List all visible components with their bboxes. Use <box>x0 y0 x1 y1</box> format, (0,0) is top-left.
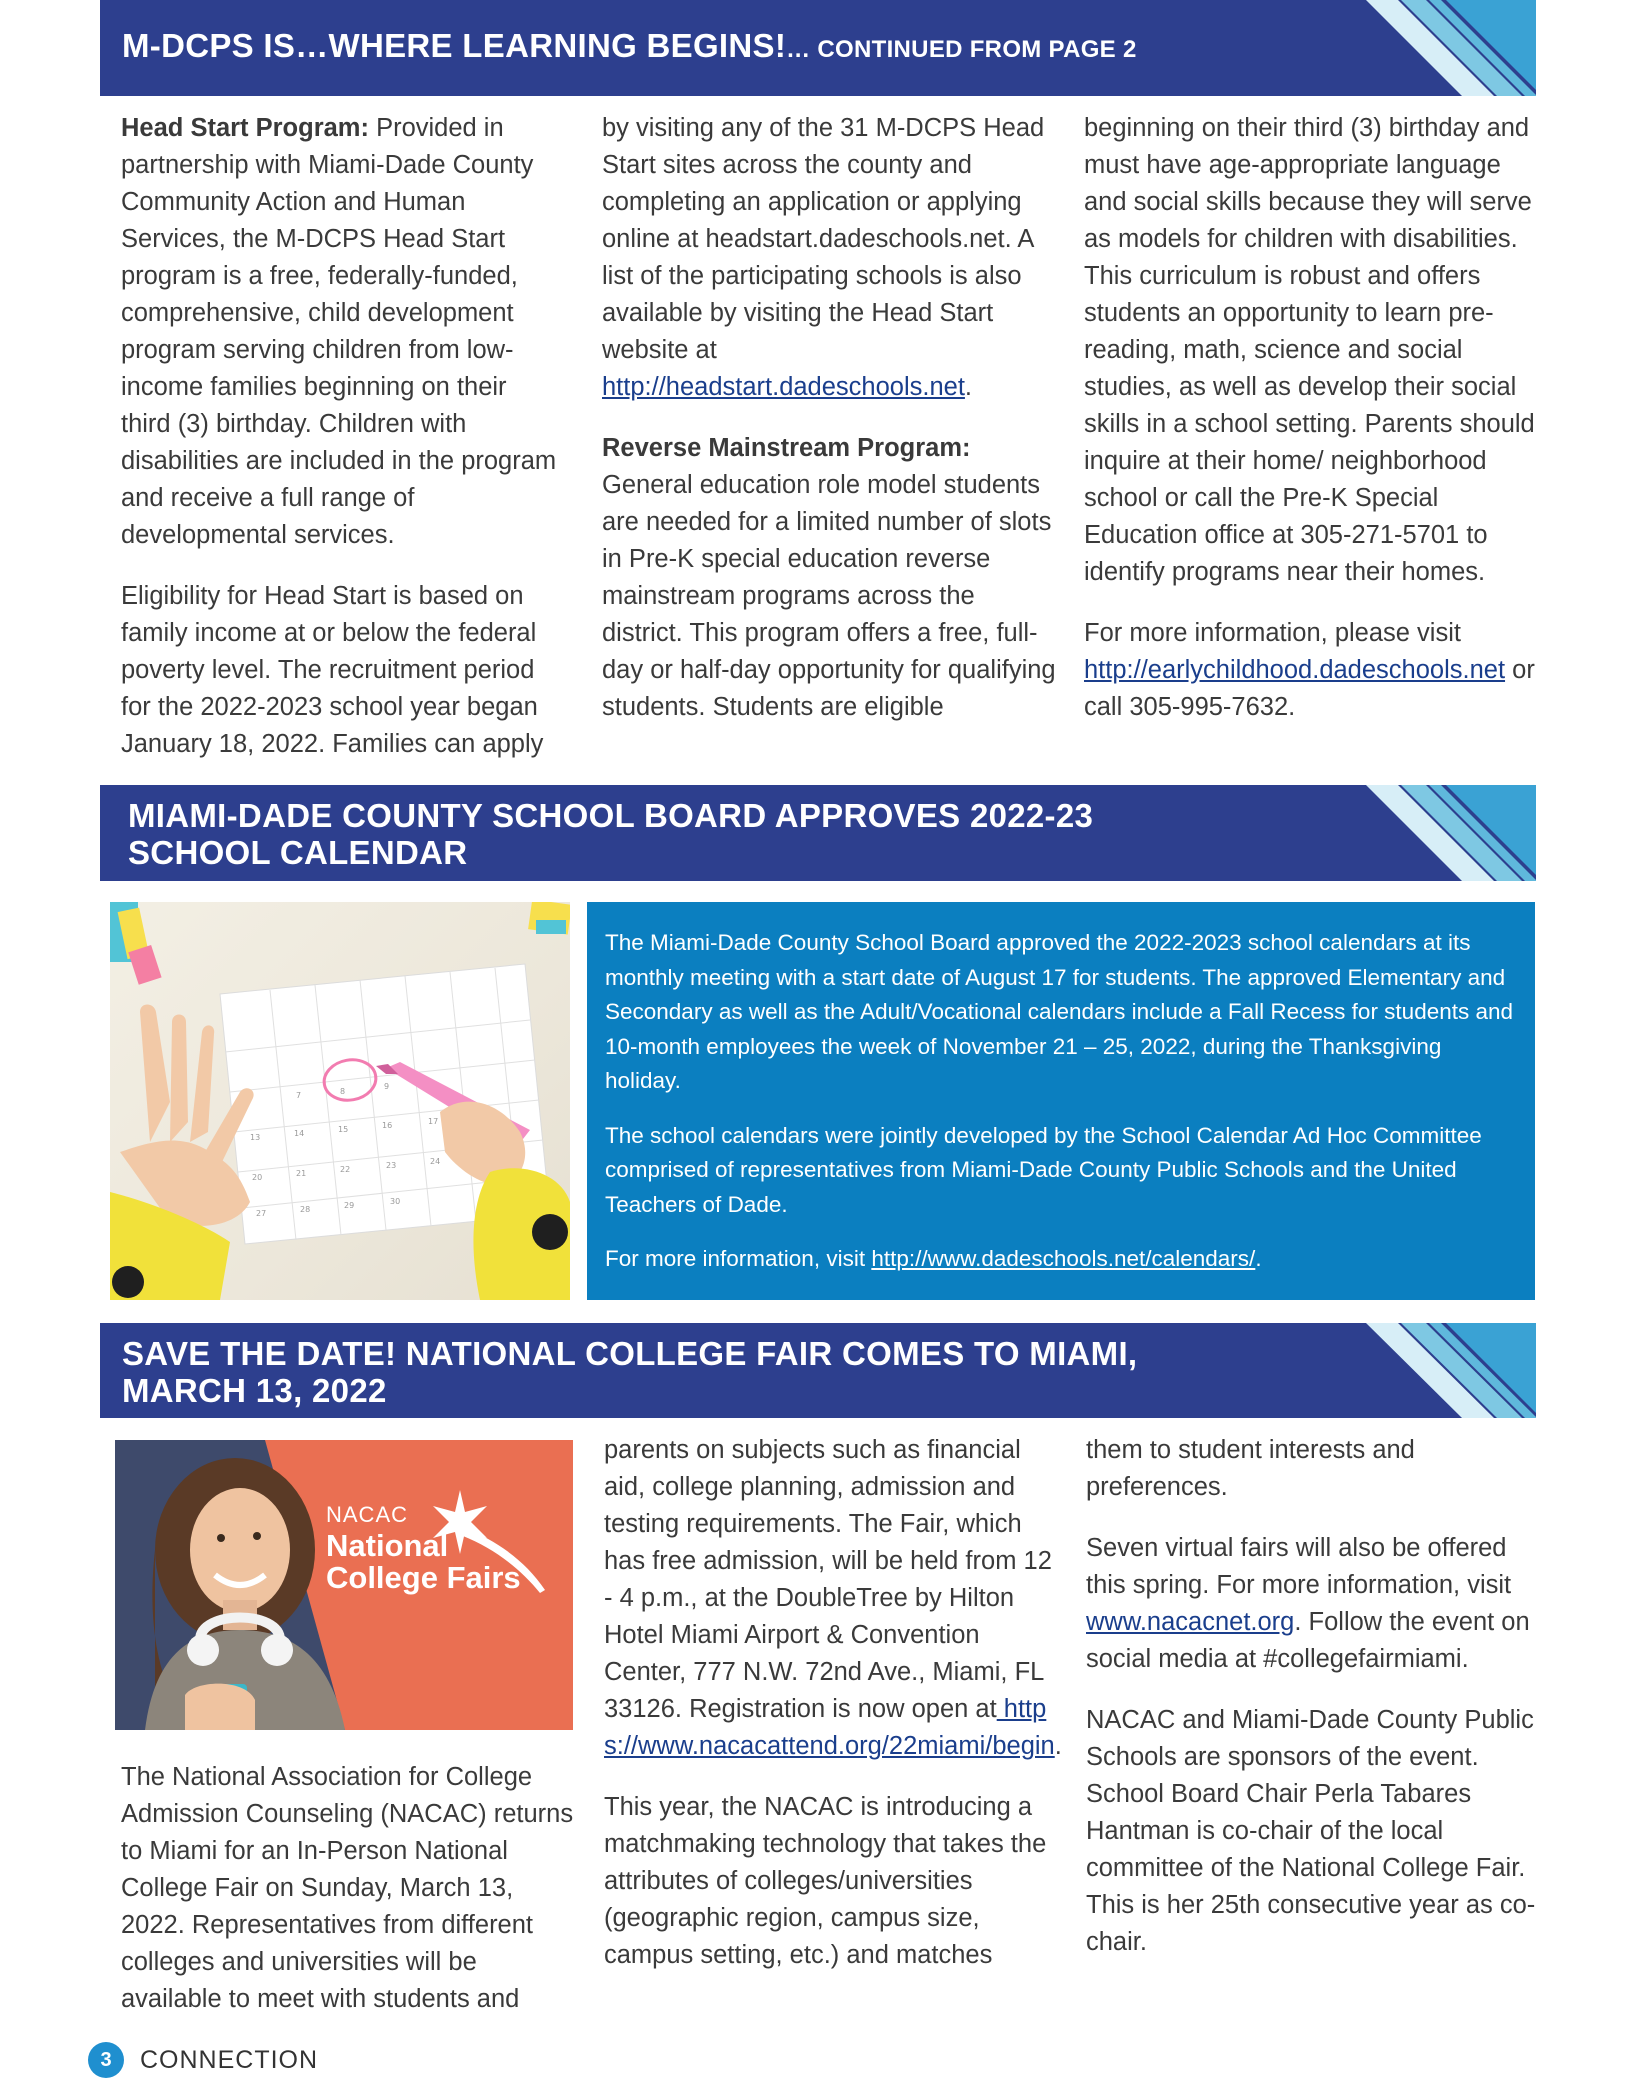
section1-column-1 <box>121 110 561 787</box>
page-number-badge: 3 <box>88 2042 124 2078</box>
calendar-day: 9 <box>384 1082 390 1091</box>
banner-stripes-decoration <box>1236 1323 1536 1418</box>
head-start-text: Provided in partnership with Miami-Dade County Community Action and Human Services, the M-DCPS Head Start program is a free, federally-funded, comprehensive, child development program serving children from low-income families beginning on their third (3) birthday. Children with disabilities are included in the program and receive a full range of developmental services. <box>121 114 557 549</box>
calendar-day: 30 <box>390 1197 401 1206</box>
nacac-college-fair-image <box>115 1440 573 1730</box>
calendar-day: 23 <box>386 1161 397 1170</box>
calendar-info-paragraph <box>605 1242 1517 1277</box>
calendar-day: 17 <box>428 1117 439 1126</box>
calendar-day: 24 <box>430 1157 441 1166</box>
calendar-approval-paragraph: The Miami-Dade County School Board approved the 2022-2023 school calendars at its monthly meeting with a start date of August 17 for students. The approved Elementary and Secondary as well as the Adult/Vocational calendars include a Fall Recess for students and 10-month employees the week of November 21 – 25, 2022, during the Thanksgiving holiday. <box>605 930 1514 1093</box>
section3-column-3 <box>1086 1432 1541 1985</box>
section1-title <box>122 27 1137 65</box>
nacacnet-link[interactable]: www.nacacnet.org <box>1086 1608 1295 1636</box>
calendar-day: 15 <box>338 1125 349 1134</box>
calendar-day: 16 <box>382 1121 393 1130</box>
student-interests-paragraph: them to student interests and preferences. <box>1086 1436 1415 1501</box>
section3-banner <box>100 1323 1536 1418</box>
section1-title-main: M-DCPS IS…WHERE LEARNING BEGINS! <box>122 27 787 64</box>
calendars-link[interactable]: http://www.dadeschools.net/calendars/ <box>871 1246 1256 1271</box>
section3-title-line2: MARCH 13, 2022 <box>122 1372 387 1409</box>
section3-title <box>122 1335 1137 1409</box>
section1-column-2 <box>602 110 1057 750</box>
calendar-photo <box>110 902 570 1300</box>
college-fairs-text: College Fairs <box>326 1560 521 1595</box>
calendar-illustration <box>110 902 570 1300</box>
nacac-wordmark: NACAC <box>326 1502 409 1527</box>
section1-column-3 <box>1084 110 1539 750</box>
calendar-day: 7 <box>296 1091 302 1100</box>
school-calendar-info-box <box>587 902 1535 1300</box>
fair-details-text: parents on subjects such as financial aid, college planning, admission and testing requirements. The Fair, which has free admission, will be held from 12 - 4 p.m., at the DoubleTree by Hilton Hotel Miami Airport & Convention Center, 777 N.W. 72nd Ave., Miami, FL 33126. Registration is now open at <box>604 1436 1052 1723</box>
reverse-mainstream-heading: Reverse Mainstream Program: <box>602 434 971 462</box>
calendar-day: 20 <box>252 1173 263 1182</box>
section2-title-line2: SCHOOL CALENDAR <box>128 834 468 871</box>
calendar-day: 14 <box>294 1129 305 1138</box>
virtual-fairs-text: Seven virtual fairs will also be offered this spring. For more information, visit <box>1086 1534 1512 1599</box>
virtual-fairs-end: . Follow the event on social media at #collegefairmiami. <box>1086 1608 1530 1673</box>
calendar-info-text: For more information, visit <box>605 1246 872 1271</box>
calendar-day: 8 <box>340 1087 346 1096</box>
publication-name: CONNECTION <box>140 2045 319 2074</box>
info-text: For more information, please visit <box>1084 619 1461 647</box>
calendar-committee-paragraph: The school calendars were jointly developed by the School Calendar Ad Hoc Committee comprised of representatives from Miami-Dade County Public Schools and the United Teachers of Dade. <box>605 1122 1482 1217</box>
early-childhood-link[interactable]: http://earlychildhood.dadeschools.net <box>1084 656 1506 684</box>
calendar-day: 21 <box>296 1169 307 1178</box>
section3-title-line1: SAVE THE DATE! NATIONAL COLLEGE FAIR COMES TO MIAMI, <box>122 1335 1138 1372</box>
calendar-info-end: . <box>1255 1246 1262 1271</box>
reverse-mainstream-paragraph <box>602 430 1057 726</box>
head-start-paragraph <box>121 110 561 554</box>
national-text: National <box>326 1528 449 1563</box>
head-start-heading: Head Start Program: <box>121 114 369 142</box>
calendar-day: 28 <box>300 1205 311 1214</box>
head-start-apply-paragraph <box>602 110 1057 406</box>
reverse-mainstream-text: General education role model students are needed for a limited number of slots in Pre-K special education reverse mainstream programs across the district. This program offers a free, full-day or half-day opportunity for qualifying students. Students are eligible <box>602 471 1056 721</box>
early-childhood-info-paragraph <box>1084 615 1539 726</box>
section1-banner <box>100 0 1536 96</box>
registration-link[interactable]: https://www.nacacattend.org/22miami/begin <box>604 1695 1055 1760</box>
section2-title <box>128 797 1093 871</box>
banner-stripes-decoration <box>1236 0 1536 96</box>
apply-text-end: . <box>964 373 973 401</box>
sponsors-paragraph: NACAC and Miami-Dade County Public Schools are sponsors of the event. School Board Chair Perla Tabares Hantman is co-chair of the local committee of the National College Fair. This is her 25th consecutive year as co-chair. <box>1086 1706 1536 1956</box>
eligibility-paragraph: Eligibility for Head Start is based on family income at or below the federal poverty level. The recruitment period for the 2022-2023 school year began January 18, 2022. Families can apply <box>121 582 544 758</box>
calendar-day: 22 <box>340 1165 351 1174</box>
section3-column-1 <box>121 1759 581 2042</box>
virtual-fairs-paragraph <box>1086 1530 1541 1678</box>
eligibility-skills-paragraph: beginning on their third (3) birthday and must have age-appropriate language and social skills because they will serve as models for children with disabilities. This curriculum is robust and offers students an opportunity to learn pre-reading, math, science and social studies, as well as develop their social skills in a school setting. Parents should inquire at their home/ neighborhood school or call the Pre-K Special Education office at 305-271-5701 to identify programs near their homes. <box>1084 114 1535 586</box>
banner-stripes-decoration <box>1236 785 1536 881</box>
fair-details-paragraph <box>604 1432 1064 1765</box>
calendar-day: 27 <box>256 1209 267 1218</box>
section2-banner <box>100 785 1536 881</box>
fair-details-end: . <box>1054 1732 1062 1760</box>
nacac-logo-text <box>326 1502 521 1594</box>
section2-title-line1: MIAMI-DADE COUNTY SCHOOL BOARD APPROVES 2022-23 <box>128 797 1094 834</box>
headstart-website-link[interactable]: http://headstart.dadeschools.net <box>602 373 965 401</box>
nacac-intro-paragraph: The National Association for College Admission Counseling (NACAC) returns to Miami for an In-Person National College Fair on Sunday, March 13, 2022. Representatives from different colleges and universities will be available to meet with students and <box>121 1763 574 2013</box>
apply-text: by visiting any of the 31 M-DCPS Head Start sites across the county and completing an application or applying online at headstart.dadeschools.net. A list of the participating schools is also available by visiting the Head Start website at <box>602 114 1045 364</box>
matchmaking-paragraph: This year, the NACAC is introducing a matchmaking technology that takes the attributes of colleges/universities (geographic region, campus size, campus setting, etc.) and matches <box>604 1793 1047 1969</box>
section1-title-suffix: … CONTINUED FROM PAGE 2 <box>786 36 1137 63</box>
calendar-day: 29 <box>344 1201 355 1210</box>
info-text-end: or call 305-995-7632. <box>1084 656 1535 721</box>
section3-column-2 <box>604 1432 1064 1998</box>
calendar-day: 13 <box>250 1133 261 1142</box>
page-footer <box>88 2040 318 2080</box>
